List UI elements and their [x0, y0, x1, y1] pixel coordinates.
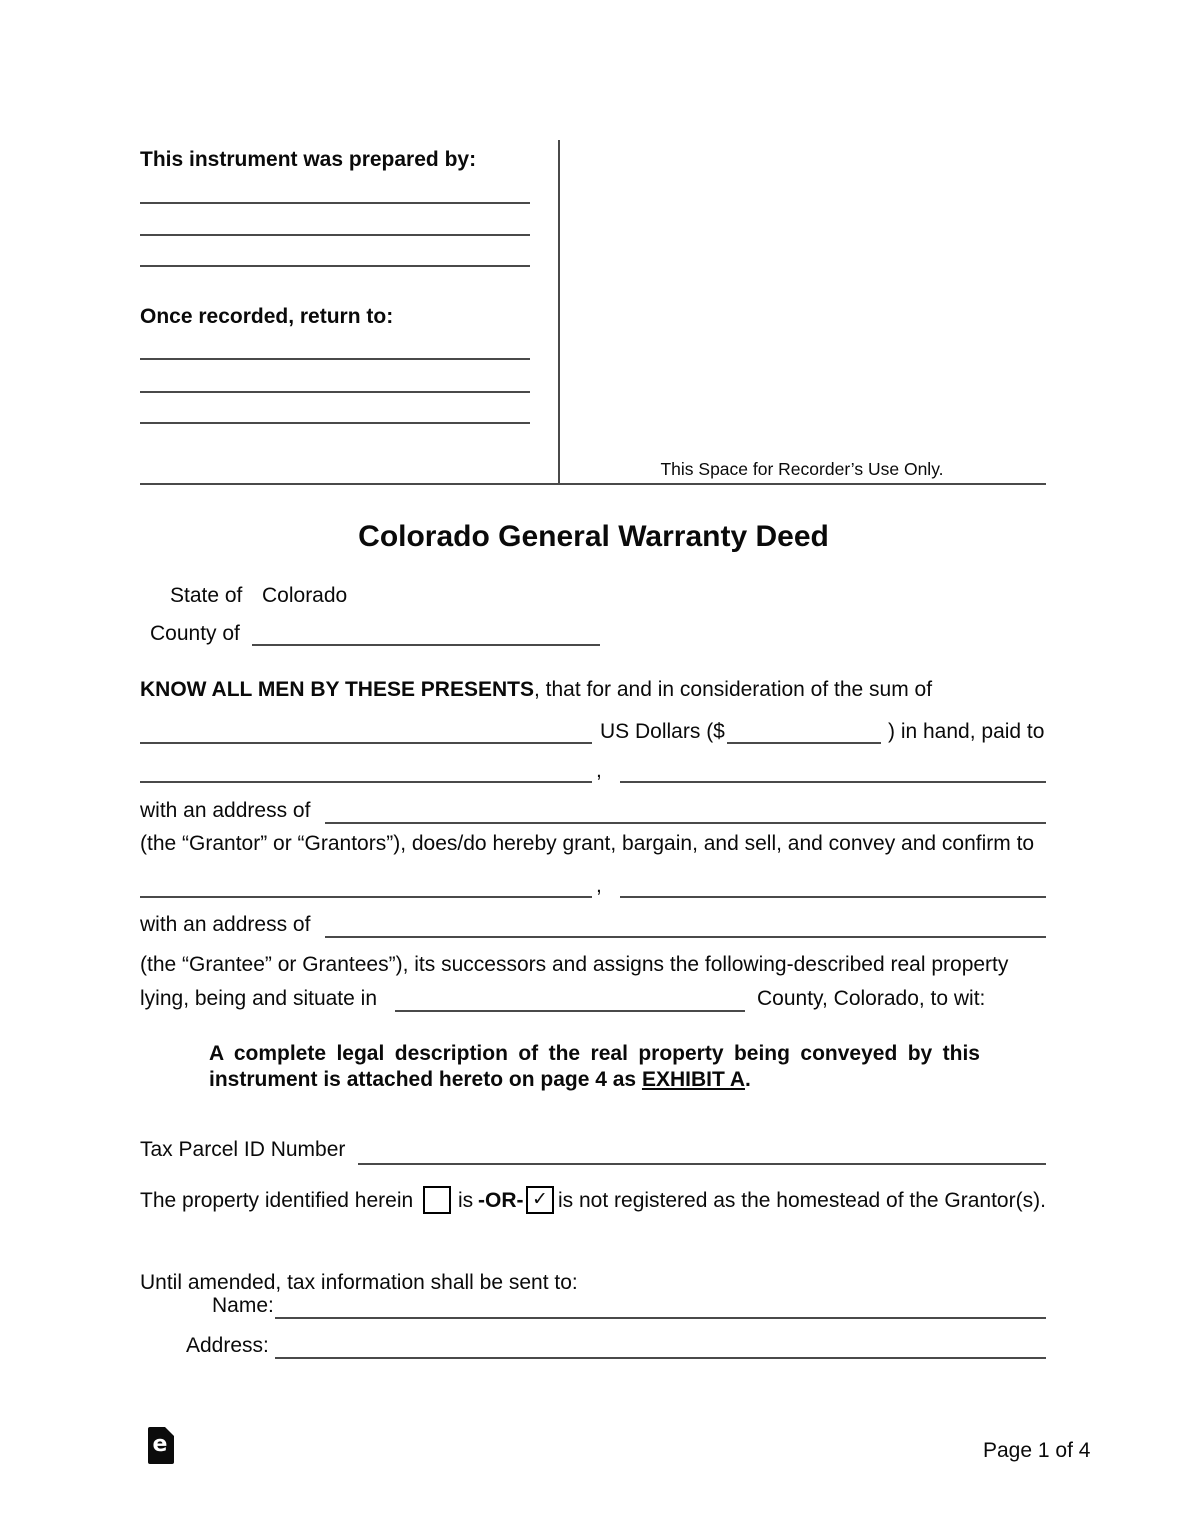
header-bottom-rule	[140, 483, 1046, 485]
know-all-men-bold: KNOW ALL MEN BY THESE PRESENTS	[140, 678, 534, 701]
grantor-address-blank[interactable]	[325, 822, 1046, 824]
grantee-name-blank-2[interactable]	[620, 896, 1046, 898]
state-value: Colorado	[262, 584, 348, 607]
recorder-use-note: This Space for Recorder’s Use Only.	[660, 459, 944, 479]
homestead-post-label: is not registered as the homestead of the Grantor(s).	[558, 1189, 1046, 1212]
county-of-label: County of	[150, 622, 240, 645]
know-all-men-line	[140, 679, 932, 700]
lying-label: lying, being and situate in	[140, 987, 377, 1010]
homestead-checkbox-is-not[interactable]	[526, 1186, 554, 1214]
grantor-name-blank-2[interactable]	[620, 781, 1046, 783]
grantee-name-blank-1[interactable]	[140, 896, 592, 898]
legal-description-line-1: A complete legal description of the real property being conveyed by this	[209, 1042, 980, 1065]
return-to-label: Once recorded, return to:	[140, 305, 394, 328]
county-colorado-label: County, Colorado, to wit:	[757, 987, 986, 1010]
homestead-pre-label: The property identified herein	[140, 1189, 414, 1212]
sum-words-blank[interactable]	[140, 742, 592, 744]
grantor-clause: (the “Grantor” or “Grantors”), does/do hereby grant, bargain, and sell, and convey and confirm to	[140, 832, 1035, 855]
return-to-line-1[interactable]	[140, 358, 530, 360]
prepared-by-line-3[interactable]	[140, 265, 530, 267]
until-amended-label: Until amended, tax information shall be sent to:	[140, 1271, 578, 1294]
grantor-comma: ,	[596, 759, 602, 782]
return-to-line-3[interactable]	[140, 422, 530, 424]
state-of-label: State of	[170, 584, 243, 607]
county-blank[interactable]	[252, 644, 600, 646]
grantee-address-blank[interactable]	[325, 936, 1046, 938]
tax-address-label: Address:	[186, 1334, 269, 1357]
prepared-by-line-2[interactable]	[140, 234, 530, 236]
return-to-line-2[interactable]	[140, 391, 530, 393]
grantor-address-label: with an address of	[140, 799, 311, 822]
legal-description-line-2	[209, 1067, 980, 1093]
eforms-document-logo	[148, 1427, 174, 1464]
tax-address-blank[interactable]	[275, 1357, 1046, 1359]
page-title: Colorado General Warranty Deed	[358, 520, 829, 553]
situate-county-blank[interactable]	[395, 1010, 745, 1012]
legal-description-line-2-text: instrument is attached hereto on page 4 as	[209, 1068, 642, 1091]
eforms-logo-letter: e	[152, 1432, 168, 1457]
grantor-name-blank-1[interactable]	[140, 781, 592, 783]
sum-amount-blank[interactable]	[727, 742, 881, 744]
grantee-comma: ,	[596, 874, 602, 897]
check-icon: ✓	[532, 1189, 548, 1210]
grantee-address-label: with an address of	[140, 913, 311, 936]
exhibit-period: .	[745, 1068, 751, 1091]
homestead-checkbox-is[interactable]	[423, 1186, 451, 1214]
tax-name-label: Name:	[212, 1294, 274, 1317]
tax-name-blank[interactable]	[275, 1317, 1046, 1319]
know-all-men-rest: , that for and in consideration of the sum of	[534, 678, 933, 701]
homestead-is-label: is	[458, 1189, 474, 1212]
tax-parcel-label: Tax Parcel ID Number	[140, 1138, 346, 1161]
homestead-or-label: -OR-	[478, 1189, 524, 1212]
prepared-by-line-1[interactable]	[140, 202, 530, 204]
header-vertical-divider	[558, 140, 560, 484]
tax-parcel-blank[interactable]	[358, 1163, 1046, 1165]
us-dollars-label: US Dollars ($	[600, 720, 725, 743]
in-hand-label: ) in hand, paid to	[888, 720, 1045, 743]
grantee-clause: (the “Grantee” or Grantees”), its successors and assigns the following-described real property	[140, 953, 1009, 976]
prepared-by-label: This instrument was prepared by:	[140, 148, 477, 171]
page-number: Page 1 of 4	[983, 1439, 1091, 1462]
exhibit-a-link: EXHIBIT A	[641, 1068, 746, 1091]
